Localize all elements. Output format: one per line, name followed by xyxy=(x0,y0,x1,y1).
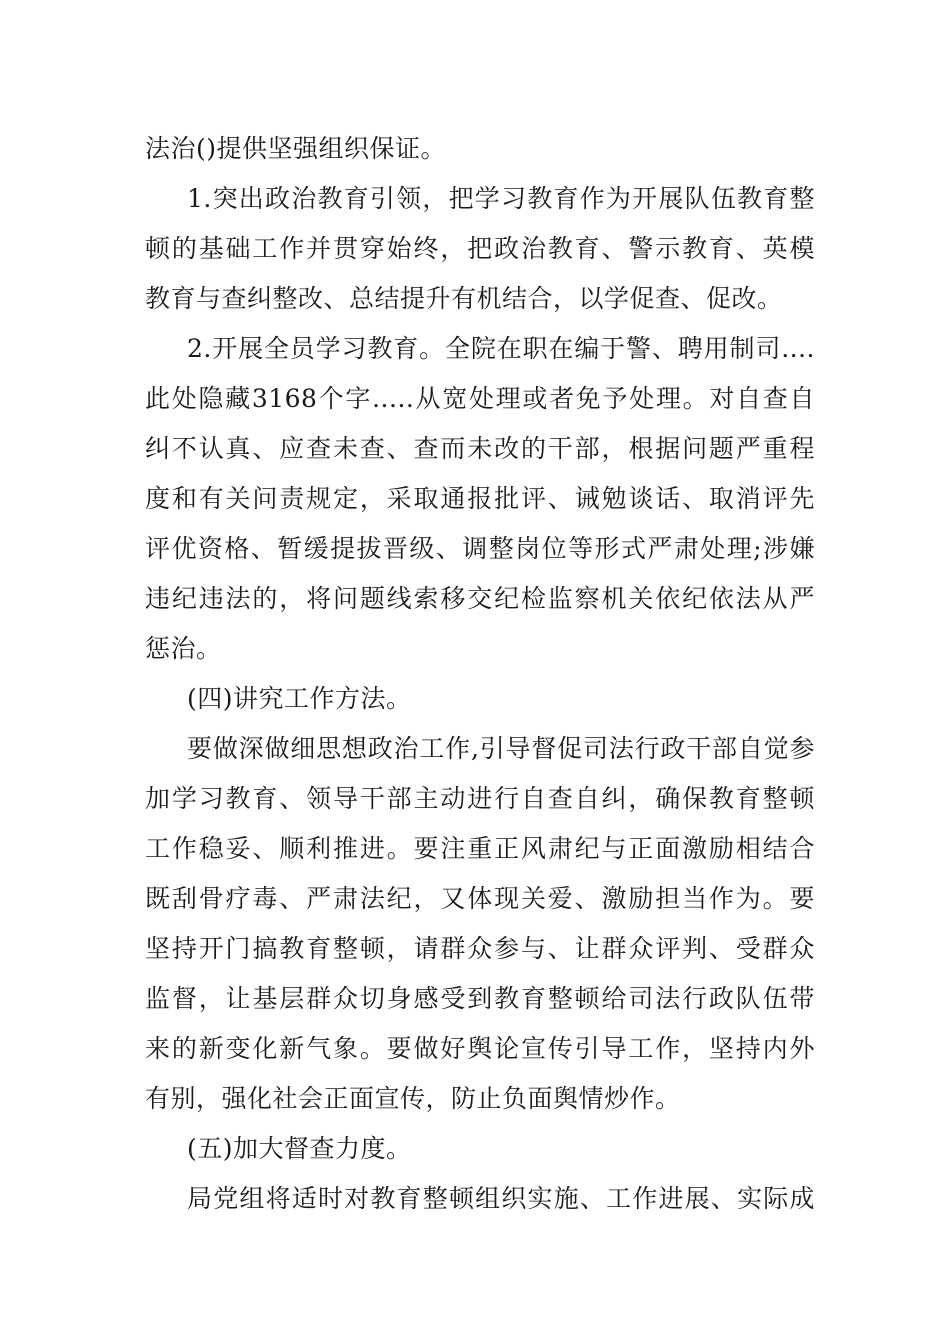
text-line: 要做深做细思想政治工作,引导督促司法行政干部自觉参 xyxy=(187,734,815,763)
text-line: 监督，让基层群众切身感受到教育整顿给司法行政队伍带 xyxy=(145,984,815,1013)
text-line: 局党组将适时对教育整顿组织实施、工作进展、实际成 xyxy=(187,1184,815,1213)
text-line: 顿的基础工作并贯穿始终，把政治教育、警示教育、英模 xyxy=(145,234,815,263)
text-line: 度和有关问责规定，采取通报批评、诫勉谈话、取消评先 xyxy=(145,484,815,513)
text-line: 加学习教育、领导干部主动进行自查自纠，确保教育整顿 xyxy=(145,784,815,813)
text-line: 有别，强化社会正面宣传，防止负面舆情炒作。 xyxy=(145,1084,681,1113)
section-heading: (四)讲究工作方法。 xyxy=(187,684,412,713)
text-line: 此处隐藏3168个字.....从宽处理或者免予处理。对自查自 xyxy=(145,384,815,413)
document-body xyxy=(145,124,815,1224)
text-line: 惩治。 xyxy=(145,634,222,663)
text-line: 教育与查纠整改、总结提升有机结合，以学促查、促改。 xyxy=(145,284,783,313)
text-line: 坚持开门搞教育整顿，请群众参与、让群众评判、受群众 xyxy=(145,934,815,963)
text-line: 工作稳妥、顺利推进。要注重正风肃纪与正面激励相结合 xyxy=(145,834,815,863)
text-line: 来的新变化新气象。要做好舆论宣传引导工作，坚持内外 xyxy=(145,1034,815,1063)
text-line: 纠不认真、应查未查、查而未改的干部，根据问题严重程 xyxy=(145,434,815,463)
text-line: 2.开展全员学习教育。全院在职在编于警、聘用制司.... xyxy=(187,334,815,363)
text-line: 既刮骨疗毒、严肃法纪，又体现关爱、激励担当作为。要 xyxy=(145,884,815,913)
section-heading: (五)加大督查力度。 xyxy=(187,1134,412,1163)
text-line: 违纪违法的，将问题线索移交纪检监察机关依纪依法从严 xyxy=(145,584,815,613)
text-line: 1.突出政治教育引领，把学习教育作为开展队伍教育整 xyxy=(187,184,815,213)
text-line: 法治()提供坚强组织保证。 xyxy=(145,134,447,163)
text-line: 评优资格、暂缓提拔晋级、调整岗位等形式严肃处理;涉嫌 xyxy=(145,534,815,563)
